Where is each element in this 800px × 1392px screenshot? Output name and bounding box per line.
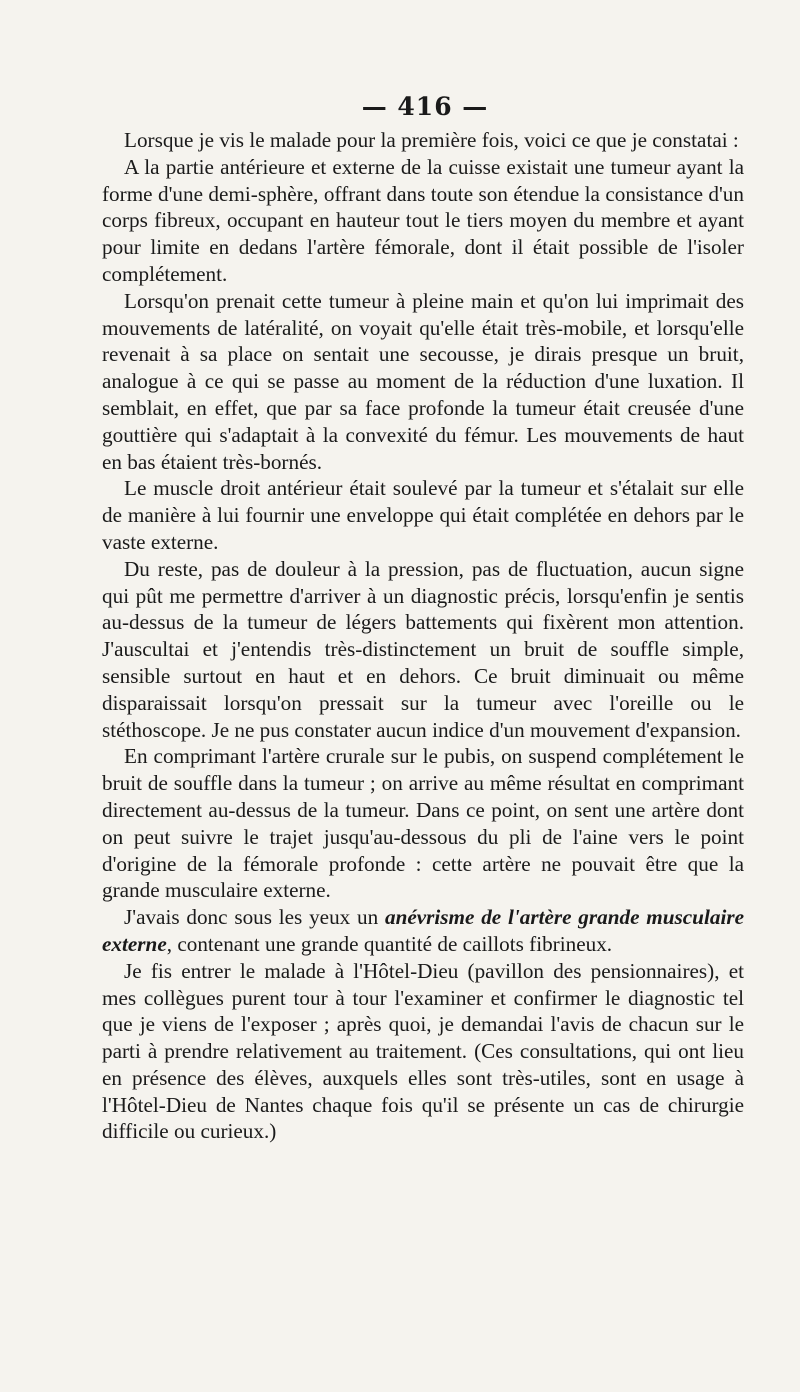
paragraph-1: Lorsque je vis le malade pour la première fois, voici ce que je constatai : xyxy=(124,128,739,152)
paragraph-7-tail: , contenant une grande quantité de caillots fibrineux. xyxy=(166,931,613,956)
paragraph-6: En comprimant l'artère crurale sur le pubis, on suspend complétement le bruit de souffle dans la tumeur ; on arrive au même résultat en comprimant directement au-dessus de la tumeur. Dans ce point, on sent une artère dont on peut suivre le trajet jusqu'au-dessous du pli de l'aine vers le point d'origine de la fémorale profonde : cette artère ne pouvait être que la grande musculaire externe. xyxy=(102,744,744,903)
body-text xyxy=(102,127,744,1145)
paragraph-7-emphasis: anévrisme de l'artère grande musculaire externe xyxy=(102,905,744,956)
paragraph-3: Lorsqu'on prenait cette tumeur à pleine main et qu'on lui imprimait des mouvements de latéralité, on voyait qu'elle était très-mobile, et lorsqu'elle revenait à sa place on sentait une secousse, je dirais presque un bruit, analogue à ce qui se passe au moment de la réduction d'une luxation. Il semblait, en effet, que par sa face profonde la tumeur était creusée d'une gouttière qui s'adaptait à la convexité du fémur. Les mouvements de haut en bas étaient très-bornés. xyxy=(102,288,744,474)
paragraph-2: A la partie antérieure et externe de la cuisse existait une tumeur ayant la forme d'une demi-sphère, offrant dans toute son étendue la consistance d'un corps fibreux, occupant en hauteur tout le tiers moyen du membre et ayant pour limite en dedans l'artère fémorale, dont il était possible de l'isoler complétement. xyxy=(102,154,744,286)
paragraph-8: Je fis entrer le malade à l'Hôtel-Dieu (pavillon des pensionnaires), et mes collègues purent tour à tour l'examiner et confirmer le diagnostic tel que je viens de l'exposer ; après quoi, je demandai l'avis de chacun sur le parti à prendre relativement au traitement. (Ces consultations, qui ont lieu en présence des élèves, auxquels elles sont très-utiles, sont en usage à l'Hôtel-Dieu de Nantes chaque fois qu'il se présente un cas de chirurgie difficile ou curieux.) xyxy=(102,958,744,1144)
paragraph-7 xyxy=(102,904,744,958)
page-number: — 416 — xyxy=(361,92,489,121)
paragraph-5: Du reste, pas de douleur à la pression, pas de fluctuation, aucun signe qui pût me permettre d'arriver à un diagnostic précis, lorsqu'enfin je sentis au-dessus de la tumeur de légers battements qui fixèrent mon attention. J'auscultai et j'entendis très-distinctement un bruit de souffle simple, sensible surtout en haut et en dehors. Ce bruit diminuait ou même disparaissait lorsqu'on pressait sur la tumeur avec l'oreille ou le stéthoscope. Je ne pus constater aucun indice d'un mouvement d'expansion. xyxy=(102,556,744,742)
paragraph-4: Le muscle droit antérieur était soulevé par la tumeur et s'étalait sur elle de manière à lui fournir une enveloppe qui était complétée en dehors par le vaste externe. xyxy=(102,476,744,554)
paragraph-7-lead: J'avais donc sous les yeux un xyxy=(124,905,385,930)
